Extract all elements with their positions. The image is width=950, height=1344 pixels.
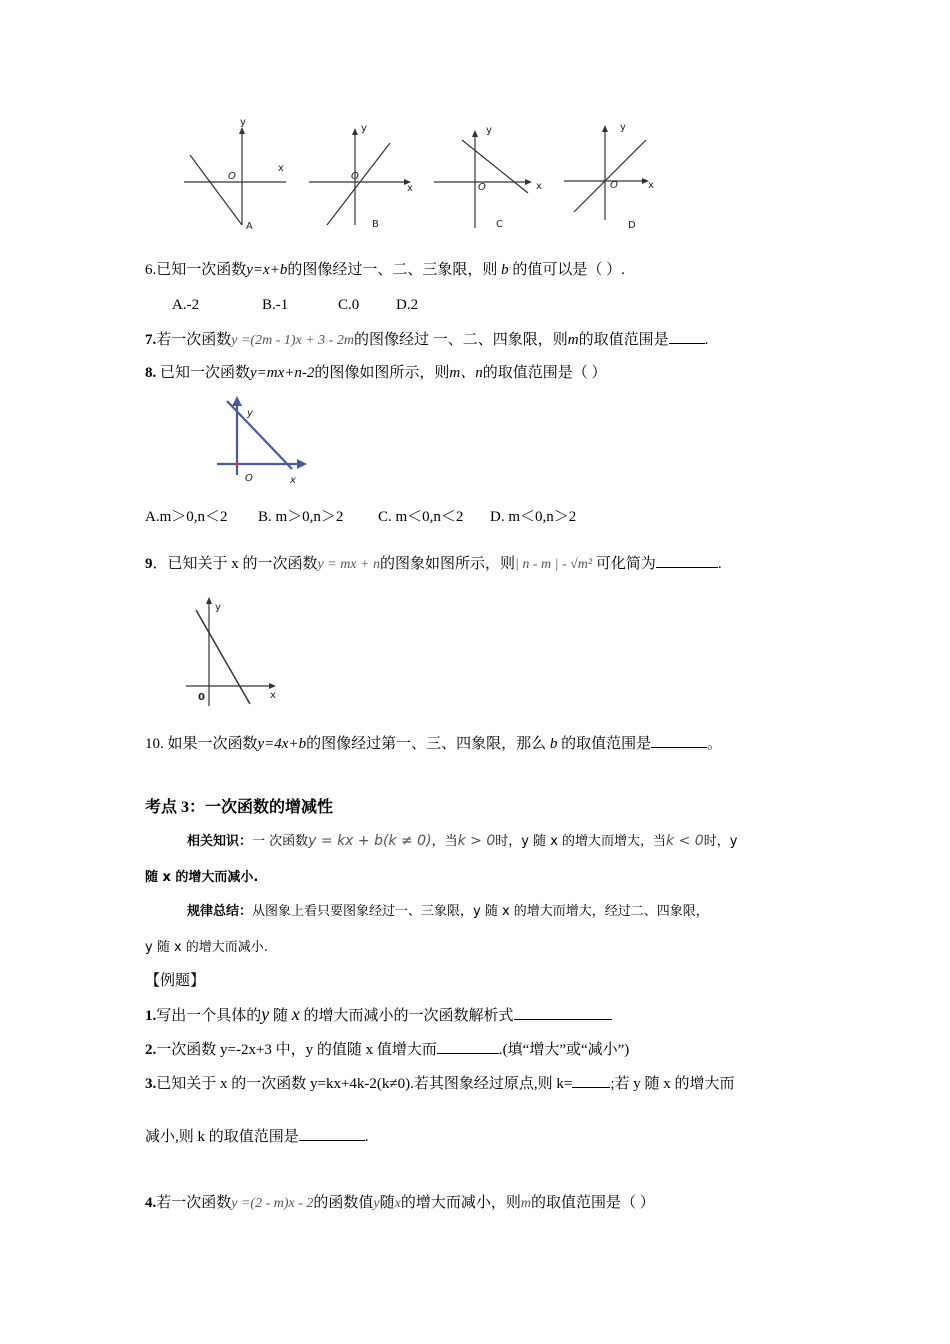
e1-answer-blank[interactable]: [514, 1005, 612, 1020]
e1-var-x: x: [291, 1004, 300, 1024]
rule-label: 规律总结：: [187, 904, 253, 919]
question-6: [145, 260, 625, 280]
graph-c-label: C: [496, 219, 503, 230]
q7-text: 若一次函数: [156, 332, 232, 348]
q8-option-c[interactable]: C. m＜0,n＜2: [378, 509, 464, 525]
q9-graph-y: y: [215, 602, 221, 613]
graph-b-origin: O: [351, 171, 359, 182]
examples-label: 【例题】: [145, 973, 206, 989]
graph-d-y: y: [620, 122, 626, 133]
knowledge-cond-2: k < 0: [666, 833, 704, 849]
knowledge-label: 相关知识：: [187, 834, 253, 849]
q6-number: 6.: [145, 262, 157, 278]
q7-function: y =(2m - 1)x + 3 - 2m: [231, 333, 354, 348]
graph-a-origin: O: [228, 171, 236, 182]
q7-number: 7.: [145, 332, 157, 348]
knowledge-function: y = kx + b(k ≠ 0): [308, 833, 432, 849]
knowledge-cond-1: k > 0: [457, 833, 496, 849]
q9-function: y = mx + n: [317, 557, 380, 572]
question-9: [145, 553, 722, 575]
q7-var: m: [567, 332, 579, 348]
graph-option-d: [560, 120, 675, 230]
q6-option-b[interactable]: B.-1: [262, 297, 289, 313]
q9-graph-x: x: [270, 690, 276, 701]
graph-d-x: x: [648, 180, 654, 191]
graph-a-label: A: [246, 221, 253, 232]
q8-option-b[interactable]: B. m＞0,n＞2: [258, 509, 344, 525]
q6-text-mid: 的图像经过一、二、三象限，则: [287, 262, 498, 278]
rule-line-1: [187, 902, 709, 922]
q9-text: 已知关于 x 的一次函数: [167, 556, 318, 572]
q6-var: b: [501, 262, 509, 278]
knowledge-text-2: ，当: [431, 834, 458, 849]
knowledge-line-2: 随 x 的增大而减小.: [145, 870, 259, 885]
q10-text: 如果一次函数: [167, 736, 258, 752]
q9-expression: | n - m | - √m²: [514, 557, 593, 572]
q6-function: y=x+b: [246, 262, 288, 278]
example-3-line-2: 减小,则 k 的取值范围是 .: [145, 1126, 369, 1147]
q9-number: 9: [145, 556, 153, 572]
q10-function: y=4x+b: [257, 736, 307, 752]
q8-option-a[interactable]: A.m＞0,n＜2: [145, 509, 228, 525]
question-7: [145, 329, 708, 351]
q9-answer-blank[interactable]: [656, 553, 718, 568]
graph-a-x: x: [278, 163, 284, 174]
e3-k-blank[interactable]: [572, 1073, 610, 1088]
q10-number: 10.: [145, 736, 164, 752]
knowledge-line-1: [187, 831, 737, 852]
e2-answer-blank[interactable]: [437, 1039, 499, 1054]
graph-b-y: y: [361, 123, 367, 134]
q6-option-d[interactable]: D.2: [396, 297, 419, 313]
e1-var-y: y: [261, 1004, 270, 1024]
graph-option-a: [180, 117, 295, 235]
q9-graph-origin: 0: [198, 692, 205, 703]
knowledge-text-3: 时，y 随 x 的增大而增大，当: [495, 834, 667, 849]
q8-text-post: 的取值范围是（ ）: [482, 365, 607, 381]
e1-number: 1.: [145, 1008, 157, 1024]
e2-number: 2.: [145, 1042, 157, 1058]
q8-number: 8.: [145, 365, 157, 381]
q9-dot: ．: [152, 556, 168, 572]
graph-option-c: [430, 125, 545, 235]
q6-option-a[interactable]: A.-2: [172, 297, 200, 313]
e4-var-x: x: [394, 1196, 401, 1211]
question-10: [145, 733, 722, 754]
question-8: [145, 363, 607, 383]
example-1: 1.写出一个具体的y 随 x 的增大而减小的一次函数解析式: [145, 1004, 612, 1026]
q7-answer-blank[interactable]: [669, 329, 705, 344]
q8-graph: [210, 393, 320, 488]
q7-end: .: [704, 332, 709, 348]
e3-range-blank[interactable]: [299, 1126, 365, 1141]
knowledge-text: 一 次函数: [252, 834, 309, 849]
q6-option-c[interactable]: C.0: [338, 297, 360, 313]
graph-c-y: y: [486, 125, 492, 136]
example-3: 3.已知关于 x 的一次函数 y=kx+4k-2(k≠0).若其图象经过原点,则 k= ;若 y 随 x 的增大而: [145, 1073, 735, 1094]
q6-text: 已知一次函数: [156, 262, 247, 278]
q8-graph-origin: O: [245, 473, 253, 484]
graph-d-origin: O: [610, 180, 618, 191]
q8-options: [145, 507, 576, 527]
graph-option-b: [305, 125, 420, 235]
q6-text-post: 的值可以是（ ）.: [512, 262, 625, 278]
q7-text-mid: 的图像经过 一、二、四象限，则: [353, 332, 568, 348]
q10-answer-blank[interactable]: [651, 733, 707, 748]
q8-text: 已知一次函数: [160, 365, 251, 381]
e3-number: 3.: [145, 1076, 157, 1092]
example-4: 4.若一次函数y =(2 - m)x - 2的函数值y随x的增大而减小，则m的取值范围是（ ）: [145, 1195, 655, 1211]
q10-end: 。: [707, 736, 723, 752]
q7-text-post: 的取值范围是: [578, 332, 669, 348]
q9-text-mid: 的图象如图所示，则: [379, 556, 515, 572]
q8-graph-y: y: [247, 408, 253, 419]
example-2: 2.一次函数 y=-2x+3 中，y 的值随 x 值增大而 .(填“增大”或“减小”): [145, 1039, 629, 1060]
q10-text-post: 的取值范围是: [561, 736, 652, 752]
graph-a-y: y: [240, 117, 246, 128]
q10-text-mid: 的图像经过第一、三、四象限，那么: [306, 736, 547, 752]
graph-c-origin: O: [478, 182, 486, 193]
knowledge-text-4: 时，y: [703, 834, 738, 849]
q8-function: y=mx+n-2: [250, 365, 315, 381]
q10-var: b: [549, 736, 558, 752]
q9-graph: [184, 594, 284, 704]
q8-option-d[interactable]: D. m＜0,n＞2: [490, 509, 577, 525]
graph-b-x: x: [407, 183, 413, 194]
rule-line-2: y 随 x 的增大而减小.: [145, 940, 268, 955]
graph-b-label: B: [372, 219, 379, 230]
q6-options: [172, 295, 418, 315]
e4-var-y: y: [373, 1196, 380, 1211]
e4-var-m: m: [520, 1196, 532, 1211]
q8-vars: m、n: [449, 365, 483, 381]
e4-number: 4.: [145, 1195, 157, 1211]
q9-text-post: 可化简为: [595, 556, 656, 572]
graph-d-label: D: [628, 220, 636, 231]
rule-text: 从图象上看只要图象经过一、三象限，y 随 x 的增大而增大，经过二、四象限，: [252, 904, 709, 919]
q8-text-mid: 的图像如图所示，则: [314, 365, 450, 381]
e4-function: y =(2 - m)x - 2: [231, 1196, 314, 1211]
q9-end: .: [717, 556, 722, 572]
q8-graph-x: x: [290, 475, 296, 486]
section-title: 考点 3：一次函数的增减性: [145, 799, 334, 816]
graph-c-x: x: [536, 181, 542, 192]
